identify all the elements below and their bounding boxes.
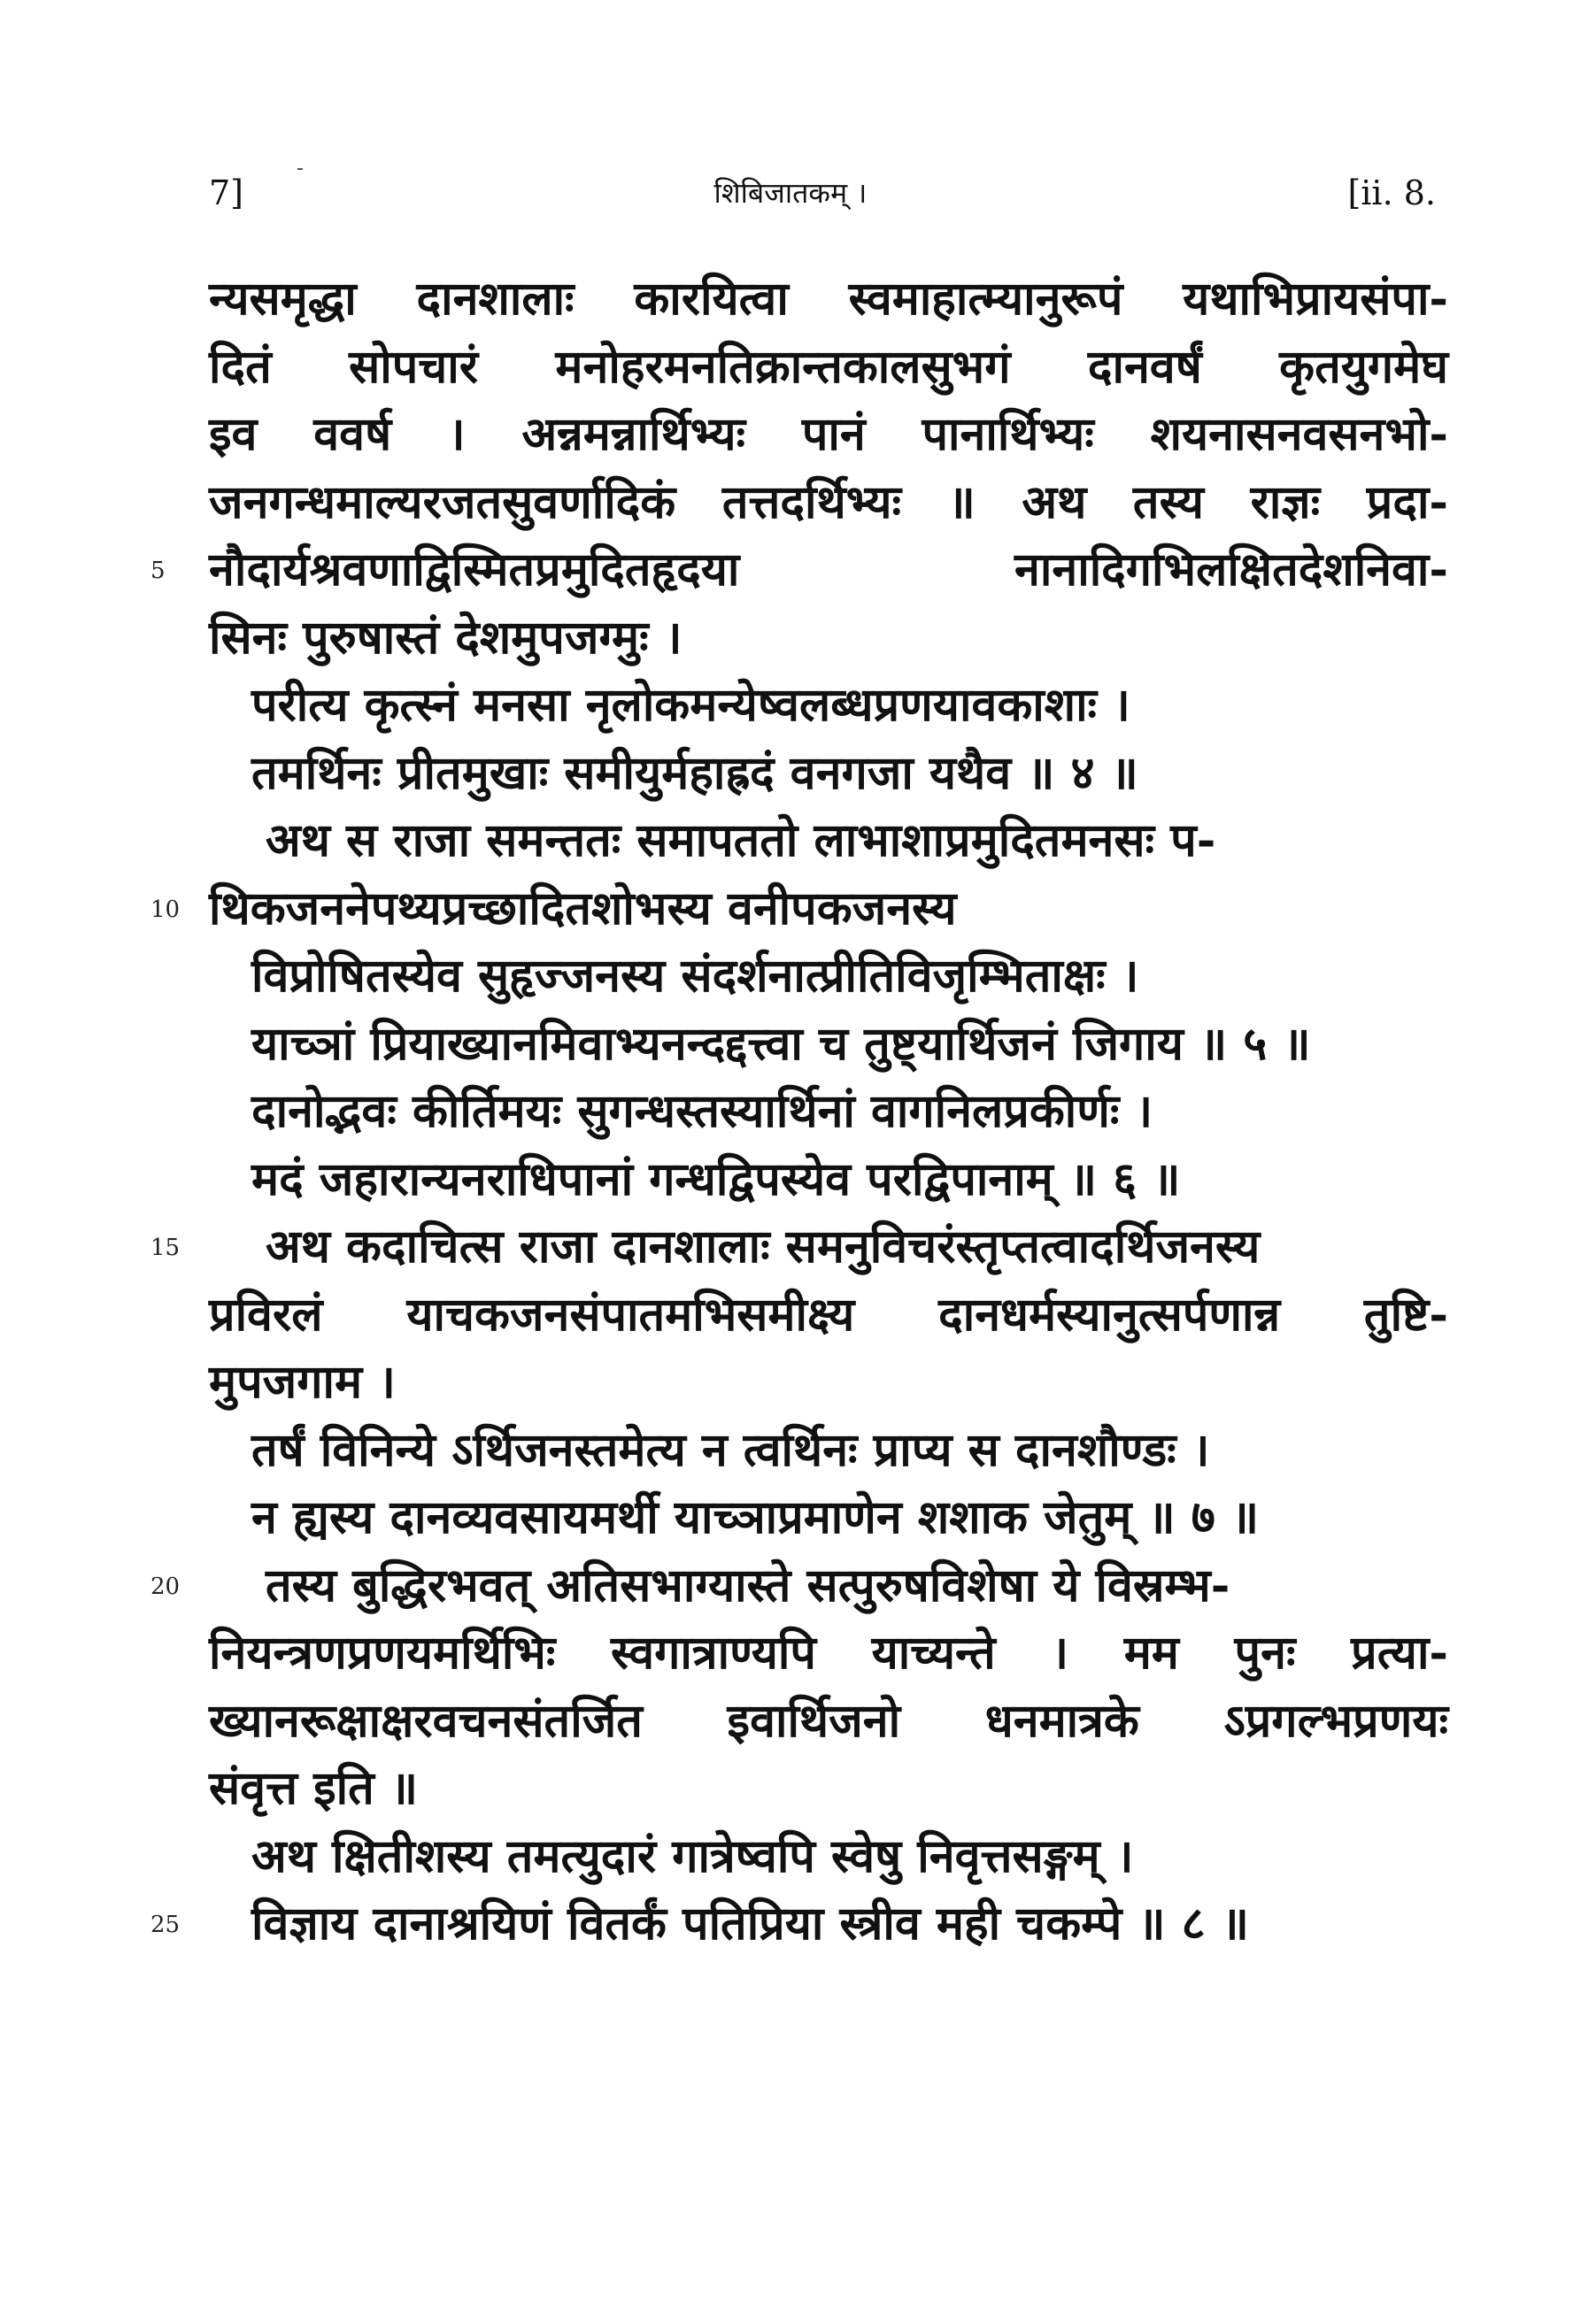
page-number: 7]: [209, 173, 244, 212]
text-line: दितं सोपचारं मनोहरमनतिक्रान्तकालसुभगं दानवर्षं कृतयुगमेघ: [209, 340, 1448, 394]
text-line: न्यसमृद्धा दानशालाः कारयित्वा स्वमाहात्म्यानुरूपं यथाभिप्रायसंपा-: [209, 272, 1448, 326]
line-number: 10: [150, 897, 181, 923]
verse-line: अथ क्षितीशस्य तमत्युदारं गात्रेष्वपि स्वेषु निवृत्तसङ्गम् ।: [251, 1829, 1134, 1883]
verse-line: विप्रोषितस्येव सुहृज्जनस्य संदर्शनात्प्रीतिविजृम्भिताक्षः ।: [251, 949, 1139, 1003]
verse-line: न ह्यस्य दानव्यवसायमर्थी याच्ञाप्रमाणेन शशाक जेतुम् ॥ ७ ॥: [251, 1490, 1260, 1544]
line-number: 25: [150, 1912, 181, 1938]
verse-line: विज्ञाय दानाश्रयिणं वितर्कं पतिप्रिया स्त्रीव मही चकम्पे ॥ ८ ॥: [251, 1897, 1249, 1951]
text-line: अथ कदाचित्स राजा दानशालाः समनुविचरंस्तृप्तत्वादर्थिजनस्य: [266, 1220, 1261, 1274]
line-number: 15: [150, 1235, 181, 1261]
text-line: इव ववर्ष । अन्नमन्नार्थिभ्यः पानं पानार्थिभ्यः शयनासनवसनभो-: [209, 407, 1448, 461]
text-line: मुपजगाम ।: [209, 1355, 396, 1409]
verse-line: परीत्य कृत्स्नं मनसा नृलोकमन्येष्वलब्धप्रणयावकाशाः ।: [251, 678, 1130, 732]
running-title: शिबिजातकम् ।: [713, 176, 868, 210]
text-line: नियन्त्रणप्रणयमर्थिभिः स्वगात्राण्यपि याच्यन्ते । मम पुनः प्रत्या-: [209, 1626, 1448, 1680]
stray-mark: [297, 168, 303, 170]
verse-line: तमर्थिनः प्रीतमुखाः समीयुर्महाह्रदं वनगजा यथैव ॥ ४ ॥: [251, 746, 1138, 800]
verse-line: याच्ञां प्रियाख्यानमिवाभ्यनन्दद्दत्त्वा च तुष्ट्यार्थिजनं जिगाय ॥ ५ ॥: [251, 1017, 1311, 1071]
text-line: संवृत्त इति ॥: [209, 1761, 418, 1815]
text-line: थिकजननेपथ्यप्रच्छादितशोभस्य वनीपकजनस्य: [209, 881, 957, 935]
text-line: तस्य बुद्धिरभवत् अतिसभाग्यास्ते सत्पुरुषविशेषा ये विस्रम्भ-: [266, 1558, 1230, 1612]
section-reference: [ii. 8.: [1347, 173, 1436, 212]
line-number: 5: [150, 558, 166, 584]
text-line: प्रविरलं याचकजनसंपातमभिसमीक्ष्य दानधर्मस्यानुत्सर्पणान्न तुष्टि-: [209, 1288, 1448, 1342]
text-line: जनगन्धमाल्यरजतसुवर्णादिकं तत्तदर्थिभ्यः ॥ अथ तस्य राज्ञः प्रदा-: [209, 475, 1448, 529]
running-header: [0, 173, 1581, 227]
line-number: 20: [150, 1574, 181, 1600]
text-line: ख्यानरूक्षाक्षरवचनसंतर्जित इवार्थिजनो धनमात्रके ऽप्रगल्भप्रणयः: [209, 1694, 1448, 1748]
text-line: नौदार्यश्रवणाद्विस्मितप्रमुदितहृदया नानादिगभिलक्षितदेशनिवा-: [209, 543, 1448, 596]
text-line: अथ स राजा समन्ततः समापततो लाभाशाप्रमुदितमनसः प-: [266, 813, 1216, 867]
verse-line: मदं जहारान्यनराधिपानां गन्धद्विपस्येव परद्विपानाम् ॥ ६ ॥: [251, 1152, 1181, 1206]
text-line: सिनः पुरुषास्तं देशमुपजग्मुः ।: [209, 611, 683, 665]
verse-line: दानोद्भवः कीर्तिमयः सुगन्धस्तस्यार्थिनां वागनिलप्रकीर्णः ।: [251, 1084, 1153, 1138]
verse-line: तर्षं विनिन्ये ऽर्थिजनस्तमेत्य न त्वर्थिनः प्राप्य स दानशौण्डः ।: [251, 1423, 1210, 1477]
